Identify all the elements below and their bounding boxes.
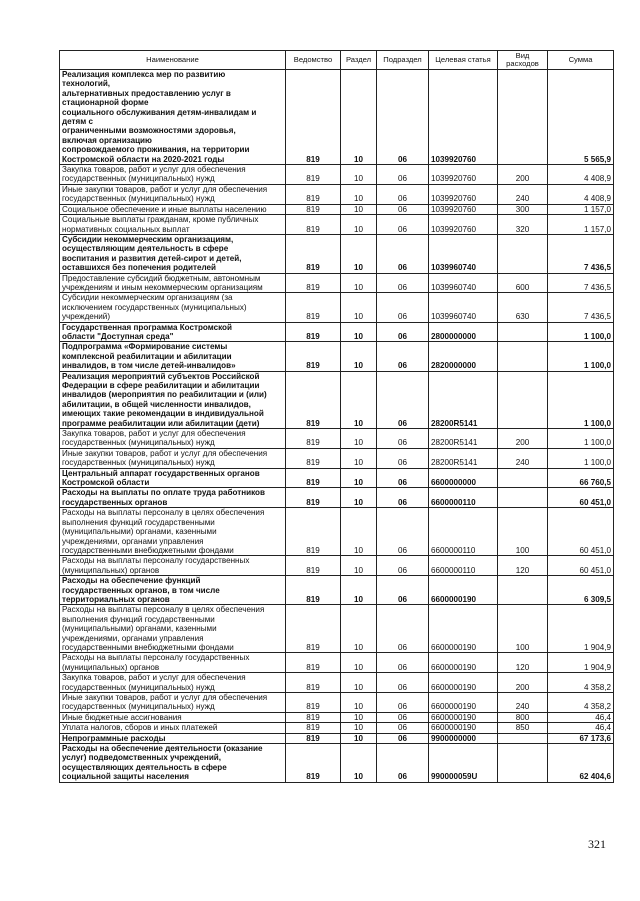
cell-subsection: 06: [377, 744, 429, 783]
table-row: [60, 429, 614, 449]
cell-dept: 819: [286, 488, 341, 508]
table-row: [60, 653, 614, 673]
cell-target: 6600000190: [429, 693, 498, 713]
budget-table: [59, 50, 614, 783]
cell-sum: 1 100,0: [548, 448, 614, 468]
header-subsection: Подраздел: [377, 51, 429, 70]
cell-name: Иные закупки товаров, работ и услуг для обеспечения государственных (муниципальных) нужд: [60, 693, 286, 713]
cell-dept: 819: [286, 215, 341, 235]
table-row: [60, 371, 614, 428]
cell-name: Предоставление субсидий бюджетным, автономным учреждениям и иным некоммерческим организациям: [60, 273, 286, 293]
cell-sum: 4 358,2: [548, 693, 614, 713]
cell-kind: [498, 733, 548, 743]
cell-name: Расходы на выплаты персоналу в целях обеспечения выполнения функций государственными (муниципальными) органами, казенными учреждениями, органами управления государственными внебюджетными фондами: [60, 605, 286, 653]
cell-name: Закупка товаров, работ и услуг для обеспечения государственных (муниципальных) нужд: [60, 165, 286, 185]
cell-sum: 62 404,6: [548, 744, 614, 783]
cell-dept: 819: [286, 234, 341, 273]
cell-name: Расходы на обеспечение деятельности (оказание услуг) подведомственных учреждений, осуществляющих деятельность в сфере социальной защиты населения: [60, 744, 286, 783]
cell-section: 10: [341, 576, 377, 605]
cell-target: 1039960740: [429, 293, 498, 322]
cell-dept: 819: [286, 184, 341, 204]
cell-target: 6600000190: [429, 673, 498, 693]
cell-kind: [498, 342, 548, 371]
cell-name: Социальное обеспечение и иные выплаты населению: [60, 204, 286, 214]
cell-section: 10: [341, 508, 377, 556]
cell-dept: 819: [286, 448, 341, 468]
cell-target: 1039920760: [429, 70, 498, 165]
cell-subsection: 06: [377, 605, 429, 653]
cell-section: 10: [341, 712, 377, 722]
cell-dept: 819: [286, 468, 341, 488]
cell-dept: 819: [286, 273, 341, 293]
cell-name: Государственная программа Костромской области "Доступная среда": [60, 322, 286, 342]
cell-dept: 819: [286, 673, 341, 693]
table-row: [60, 448, 614, 468]
cell-sum: 7 436,5: [548, 293, 614, 322]
table-row: [60, 322, 614, 342]
cell-section: 10: [341, 342, 377, 371]
cell-kind: 200: [498, 165, 548, 185]
cell-section: 10: [341, 723, 377, 733]
cell-subsection: 06: [377, 184, 429, 204]
cell-name: Центральный аппарат государственных органов Костромской области: [60, 468, 286, 488]
table-header-row: [60, 51, 614, 70]
cell-section: 10: [341, 184, 377, 204]
cell-kind: [498, 70, 548, 165]
cell-target: 28200R5141: [429, 448, 498, 468]
cell-sum: 1 904,9: [548, 653, 614, 673]
cell-subsection: 06: [377, 215, 429, 235]
cell-target: 6600000110: [429, 556, 498, 576]
cell-sum: 7 436,5: [548, 273, 614, 293]
header-name: Наименование: [60, 51, 286, 70]
cell-target: 1039960740: [429, 273, 498, 293]
cell-kind: 630: [498, 293, 548, 322]
cell-target: 6600000110: [429, 488, 498, 508]
table-row: [60, 693, 614, 713]
page-number: 321: [588, 837, 606, 851]
cell-sum: 1 904,9: [548, 605, 614, 653]
cell-name: Уплата налогов, сборов и иных платежей: [60, 723, 286, 733]
table-row: [60, 234, 614, 273]
cell-subsection: 06: [377, 653, 429, 673]
cell-section: 10: [341, 322, 377, 342]
cell-section: 10: [341, 204, 377, 214]
cell-name: Субсидии некоммерческим организациям, осуществляющим деятельность в сфере воспитания и развития детей-сирот и детей, оставшихся без попечения родителей: [60, 234, 286, 273]
cell-name: Закупка товаров, работ и услуг для обеспечения государственных (муниципальных) нужд: [60, 429, 286, 449]
cell-subsection: 06: [377, 429, 429, 449]
cell-name: Иные закупки товаров, работ и услуг для обеспечения государственных (муниципальных) нужд: [60, 448, 286, 468]
table-row: [60, 488, 614, 508]
cell-sum: 1 100,0: [548, 322, 614, 342]
cell-section: 10: [341, 70, 377, 165]
cell-subsection: 06: [377, 673, 429, 693]
cell-sum: 60 451,0: [548, 556, 614, 576]
cell-subsection: 06: [377, 712, 429, 722]
cell-sum: 67 173,6: [548, 733, 614, 743]
cell-sum: 1 100,0: [548, 429, 614, 449]
cell-dept: 819: [286, 70, 341, 165]
cell-target: 6600000190: [429, 653, 498, 673]
cell-section: 10: [341, 693, 377, 713]
cell-kind: 240: [498, 448, 548, 468]
cell-sum: 4 408,9: [548, 184, 614, 204]
table-row: [60, 508, 614, 556]
cell-dept: 819: [286, 744, 341, 783]
cell-subsection: 06: [377, 293, 429, 322]
header-kind: Вид расходов: [498, 51, 548, 70]
table-row: [60, 673, 614, 693]
cell-section: 10: [341, 429, 377, 449]
cell-target: 990000059U: [429, 744, 498, 783]
table-row: [60, 293, 614, 322]
cell-name: Иные закупки товаров, работ и услуг для обеспечения государственных (муниципальных) нужд: [60, 184, 286, 204]
cell-section: 10: [341, 733, 377, 743]
cell-target: 1039960740: [429, 234, 498, 273]
cell-subsection: 06: [377, 371, 429, 428]
cell-kind: [498, 371, 548, 428]
cell-subsection: 06: [377, 468, 429, 488]
table-row: [60, 204, 614, 214]
cell-subsection: 06: [377, 165, 429, 185]
cell-section: 10: [341, 448, 377, 468]
cell-name: Расходы на выплаты персоналу государственных (муниципальных) органов: [60, 653, 286, 673]
cell-section: 10: [341, 556, 377, 576]
cell-dept: 819: [286, 293, 341, 322]
cell-kind: [498, 322, 548, 342]
cell-kind: 850: [498, 723, 548, 733]
cell-dept: 819: [286, 556, 341, 576]
cell-sum: 1 100,0: [548, 371, 614, 428]
cell-name: Социальные выплаты гражданам, кроме публичных нормативных социальных выплат: [60, 215, 286, 235]
cell-section: 10: [341, 653, 377, 673]
header-target: Целевая статья: [429, 51, 498, 70]
cell-sum: 46,4: [548, 723, 614, 733]
table-row: [60, 723, 614, 733]
cell-kind: 600: [498, 273, 548, 293]
cell-target: 6600000190: [429, 605, 498, 653]
cell-dept: 819: [286, 204, 341, 214]
table-row: [60, 556, 614, 576]
cell-subsection: 06: [377, 556, 429, 576]
cell-name: Непрограммные расходы: [60, 733, 286, 743]
cell-dept: 819: [286, 508, 341, 556]
table-row: [60, 165, 614, 185]
table-row: [60, 342, 614, 371]
cell-target: 2820000000: [429, 342, 498, 371]
cell-target: 1039920760: [429, 165, 498, 185]
cell-name: Реализация мероприятий субъектов Российской Федерации в сфере реабилитации и абилитации инвалидов (мероприятия по реабилитации и (или) абилитации, в общей численности инвалидов, имеющих такие рекомендации в индивидуальной программе реабилитации или абилитации (дети): [60, 371, 286, 428]
table-row: [60, 70, 614, 165]
cell-target: 6600000190: [429, 576, 498, 605]
cell-dept: 819: [286, 712, 341, 722]
cell-sum: 60 451,0: [548, 508, 614, 556]
cell-sum: 4 358,2: [548, 673, 614, 693]
cell-sum: 66 760,5: [548, 468, 614, 488]
cell-subsection: 06: [377, 204, 429, 214]
table-row: [60, 605, 614, 653]
cell-kind: 120: [498, 653, 548, 673]
table-row: [60, 215, 614, 235]
table-row: [60, 744, 614, 783]
cell-subsection: 06: [377, 70, 429, 165]
cell-subsection: 06: [377, 733, 429, 743]
table-row: [60, 712, 614, 722]
cell-subsection: 06: [377, 234, 429, 273]
cell-target: 28200R5141: [429, 429, 498, 449]
header-section: Раздел: [341, 51, 377, 70]
header-dept: Ведомство: [286, 51, 341, 70]
cell-section: 10: [341, 605, 377, 653]
cell-dept: 819: [286, 371, 341, 428]
cell-kind: 240: [498, 693, 548, 713]
cell-kind: 800: [498, 712, 548, 722]
cell-kind: 320: [498, 215, 548, 235]
cell-sum: 6 309,5: [548, 576, 614, 605]
cell-sum: 7 436,5: [548, 234, 614, 273]
cell-name: Реализация комплекса мер по развитию технологий, альтернативных предоставлению услуг в стационарной форме социального обслуживания детям-инвалидам и детям с ограниченными возможностями здоровья, включая организацию сопровождаемого проживания, на территории Костромской области на 2020-2021 годы: [60, 70, 286, 165]
table-body: [60, 70, 614, 783]
cell-section: 10: [341, 273, 377, 293]
cell-kind: 100: [498, 605, 548, 653]
cell-subsection: 06: [377, 273, 429, 293]
cell-section: 10: [341, 744, 377, 783]
cell-subsection: 06: [377, 448, 429, 468]
cell-section: 10: [341, 165, 377, 185]
cell-sum: 1 157,0: [548, 204, 614, 214]
cell-kind: [498, 234, 548, 273]
cell-section: 10: [341, 468, 377, 488]
cell-kind: 300: [498, 204, 548, 214]
cell-sum: 5 565,9: [548, 70, 614, 165]
cell-subsection: 06: [377, 322, 429, 342]
cell-dept: 819: [286, 429, 341, 449]
cell-target: 2800000000: [429, 322, 498, 342]
cell-target: 1039920760: [429, 184, 498, 204]
cell-kind: 120: [498, 556, 548, 576]
cell-subsection: 06: [377, 576, 429, 605]
cell-kind: [498, 744, 548, 783]
cell-subsection: 06: [377, 693, 429, 713]
cell-target: 6600000000: [429, 468, 498, 488]
cell-name: Подпрограмма «Формирование системы комплексной реабилитации и абилитации инвалидов, в том числе детей-инвалидов»: [60, 342, 286, 371]
cell-sum: 1 157,0: [548, 215, 614, 235]
cell-target: 1039920760: [429, 215, 498, 235]
table-row: [60, 273, 614, 293]
cell-section: 10: [341, 234, 377, 273]
table-row: [60, 468, 614, 488]
cell-sum: 4 408,9: [548, 165, 614, 185]
table-row: [60, 733, 614, 743]
cell-section: 10: [341, 371, 377, 428]
header-sum: Сумма: [548, 51, 614, 70]
cell-target: 6600000110: [429, 508, 498, 556]
cell-name: Расходы на выплаты персоналу государственных (муниципальных) органов: [60, 556, 286, 576]
cell-kind: 100: [498, 508, 548, 556]
cell-name: Иные бюджетные ассигнования: [60, 712, 286, 722]
cell-sum: 60 451,0: [548, 488, 614, 508]
cell-kind: 200: [498, 673, 548, 693]
cell-sum: 46,4: [548, 712, 614, 722]
cell-dept: 819: [286, 653, 341, 673]
cell-name: Закупка товаров, работ и услуг для обеспечения государственных (муниципальных) нужд: [60, 673, 286, 693]
cell-dept: 819: [286, 322, 341, 342]
cell-target: 6600000190: [429, 723, 498, 733]
cell-section: 10: [341, 215, 377, 235]
cell-kind: 200: [498, 429, 548, 449]
cell-section: 10: [341, 673, 377, 693]
cell-section: 10: [341, 293, 377, 322]
cell-dept: 819: [286, 342, 341, 371]
cell-kind: [498, 488, 548, 508]
cell-name: Расходы на выплаты по оплате труда работников государственных органов: [60, 488, 286, 508]
cell-name: Расходы на выплаты персоналу в целях обеспечения выполнения функций государственными (муниципальными) органами, казенными учреждениями, органами управления государственными внебюджетными фондами: [60, 508, 286, 556]
cell-subsection: 06: [377, 342, 429, 371]
cell-kind: 240: [498, 184, 548, 204]
cell-dept: 819: [286, 693, 341, 713]
cell-subsection: 06: [377, 488, 429, 508]
table-row: [60, 184, 614, 204]
cell-dept: 819: [286, 723, 341, 733]
cell-target: 6600000190: [429, 712, 498, 722]
cell-target: 1039920760: [429, 204, 498, 214]
cell-target: 9900000000: [429, 733, 498, 743]
cell-name: Субсидии некоммерческим организациям (за исключением государственных (муниципальных) учреждений): [60, 293, 286, 322]
cell-dept: 819: [286, 733, 341, 743]
cell-dept: 819: [286, 576, 341, 605]
cell-subsection: 06: [377, 508, 429, 556]
cell-name: Расходы на обеспечение функций государственных органов, в том числе территориальных органов: [60, 576, 286, 605]
cell-dept: 819: [286, 165, 341, 185]
cell-kind: [498, 576, 548, 605]
cell-target: 28200R5141: [429, 371, 498, 428]
cell-kind: [498, 468, 548, 488]
cell-section: 10: [341, 488, 377, 508]
table-row: [60, 576, 614, 605]
cell-dept: 819: [286, 605, 341, 653]
cell-subsection: 06: [377, 723, 429, 733]
cell-sum: 1 100,0: [548, 342, 614, 371]
